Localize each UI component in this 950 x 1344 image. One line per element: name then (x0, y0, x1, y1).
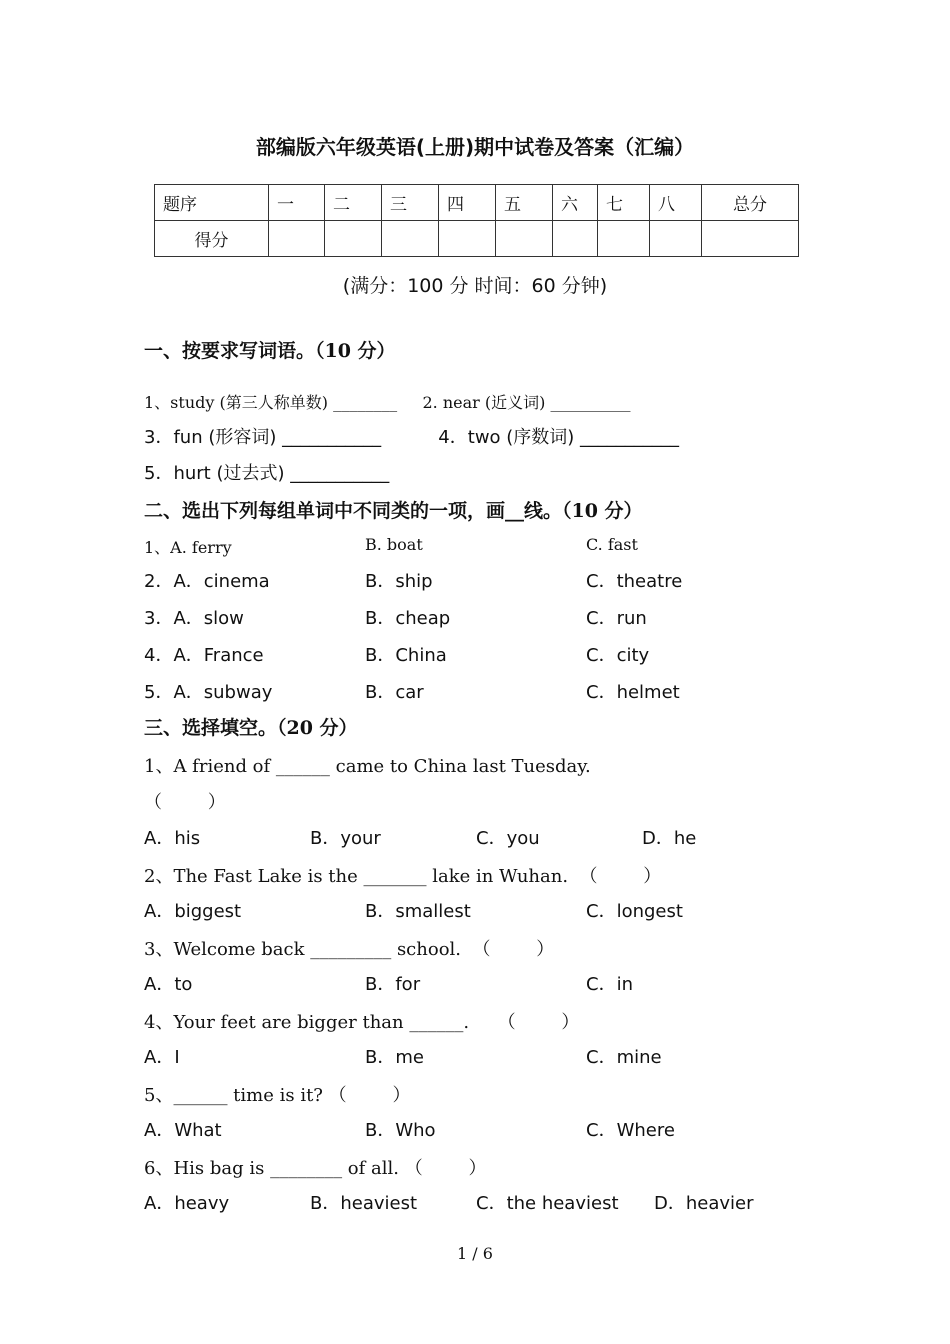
section3-heading: 三、选择填空。（20 分） (144, 717, 358, 739)
score-cell[interactable] (598, 221, 650, 257)
page-number: 1 / 6 (457, 1244, 493, 1263)
score-cell[interactable] (702, 221, 799, 257)
score-cell[interactable] (269, 221, 325, 257)
option-c: C．in (586, 974, 633, 995)
option-a: A．I (144, 1047, 180, 1068)
option-b: B．your (310, 828, 381, 849)
option-b: B．cheap (365, 608, 451, 629)
section1-line: 5．hurt (过去式) ___________ (144, 463, 390, 484)
question-stem: 5、______ time is it? （ ） (144, 1085, 411, 1106)
question-stem: 4、Your feet are bigger than ______. （ ） (144, 1012, 580, 1033)
option-a: A．heavy (144, 1193, 230, 1214)
score-cell[interactable] (496, 221, 553, 257)
option-a: A．his (144, 828, 201, 849)
document-title: 部编版六年级英语(上册)期中试卷及答案（汇编） (255, 135, 695, 159)
option-b: B．smallest (365, 901, 471, 922)
table-cell: 总分 (702, 185, 799, 221)
option-c: C．helmet (586, 682, 680, 703)
table-cell: 八 (650, 185, 702, 221)
table-cell: 六 (553, 185, 598, 221)
question-stem: 3、Welcome back _________ school. （ ） (144, 939, 555, 960)
score-cell[interactable] (439, 221, 496, 257)
answer-paren: （ ） (144, 792, 226, 813)
option-c: C．theatre (586, 571, 683, 592)
score-cell[interactable] (650, 221, 702, 257)
section1-line: 1、study (第三人称单数) ________ 2. near (近义词) __________ (144, 393, 631, 412)
option-a: 2．A．cinema (144, 571, 270, 592)
score-table (154, 184, 799, 257)
table-cell: 三 (382, 185, 439, 221)
option-a: A．What (144, 1120, 222, 1141)
section1-line: 3．fun (形容词) ___________ 4．two (序数词) ___________ (144, 427, 680, 448)
option-b: B．for (365, 974, 421, 995)
option-a: 5．A．subway (144, 682, 273, 703)
score-table-score-row (155, 221, 799, 257)
option-b: B．heaviest (310, 1193, 418, 1214)
question-stem: 6、His bag is ________ of all. （ ） (144, 1158, 487, 1179)
table-cell: 题序 (155, 185, 269, 221)
option-b: B. boat (365, 535, 423, 554)
option-c: C．city (586, 645, 650, 666)
section1-heading: 一、按要求写词语。（10 分） (144, 340, 396, 362)
option-c: C．run (586, 608, 647, 629)
option-d: D．he (642, 828, 697, 849)
option-b: B．Who (365, 1120, 436, 1141)
option-a: 1、A. ferry (144, 538, 232, 557)
option-c: C. fast (586, 535, 638, 554)
option-c: C．longest (586, 901, 683, 922)
table-cell: 七 (598, 185, 650, 221)
option-b: B．car (365, 682, 424, 703)
score-cell[interactable] (553, 221, 598, 257)
table-cell: 四 (439, 185, 496, 221)
option-a: 3．A．slow (144, 608, 244, 629)
option-c: C．you (476, 828, 540, 849)
table-cell: 得分 (155, 221, 269, 257)
score-cell[interactable] (382, 221, 439, 257)
option-b: B．China (365, 645, 447, 666)
option-b: B．ship (365, 571, 433, 592)
table-cell: 五 (496, 185, 553, 221)
option-c: C．Where (586, 1120, 675, 1141)
option-b: B．me (365, 1047, 424, 1068)
option-c: C．the heaviest (476, 1193, 619, 1214)
exam-meta: (满分：100 分 时间：60 分钟) (342, 275, 608, 297)
option-a: A．biggest (144, 901, 242, 922)
table-cell: 二 (325, 185, 382, 221)
option-a: 4．A．France (144, 645, 264, 666)
score-cell[interactable] (325, 221, 382, 257)
option-a: A．to (144, 974, 193, 995)
question-stem: 1、A friend of ______ came to China last Tuesday. (144, 756, 591, 777)
section2-heading: 二、选出下列每组单词中不同类的一项，画__线。（10 分） (144, 500, 643, 522)
option-c: C．mine (586, 1047, 662, 1068)
question-stem: 2、The Fast Lake is the _______ lake in Wuhan. （ ） (144, 866, 662, 887)
score-table-header-row (155, 185, 799, 221)
table-cell: 一 (269, 185, 325, 221)
option-d: D．heavier (654, 1193, 754, 1214)
